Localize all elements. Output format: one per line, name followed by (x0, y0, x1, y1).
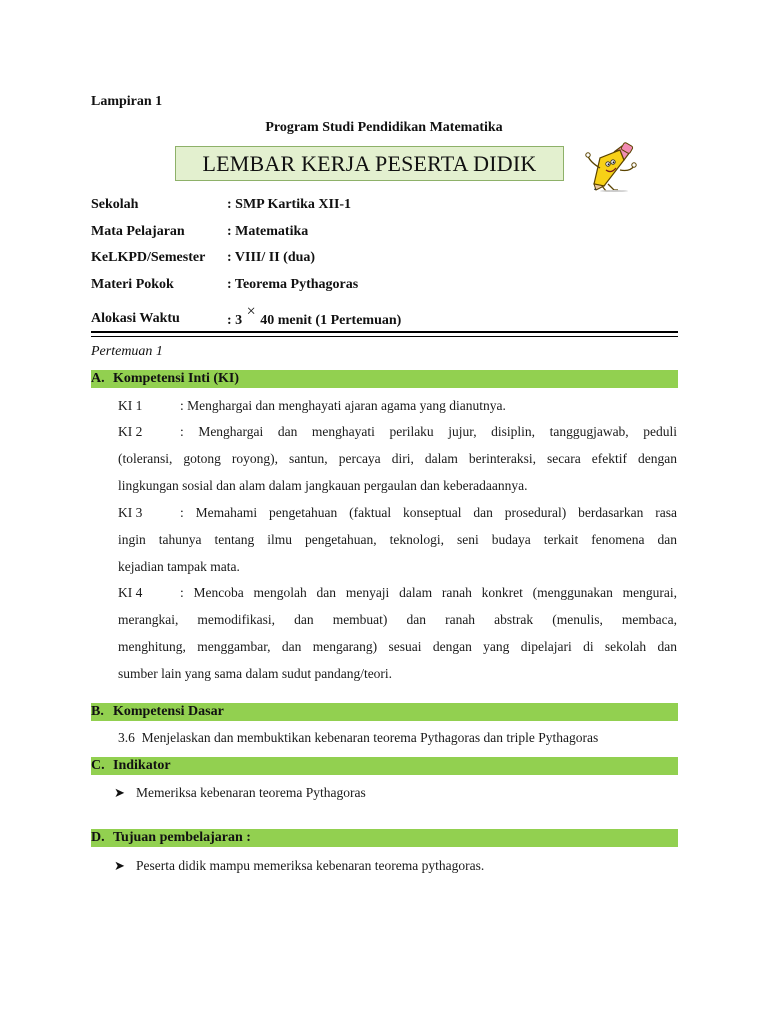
section-a-header: A. Kompetensi Inti (KI) (91, 370, 678, 388)
info-materi-pokok (91, 277, 691, 297)
ki3-line: ingin tahunya tentang ilmu pengetahuan, teknologi, seni budaya terkait fenomena dan (118, 532, 677, 547)
ki4-label: KI 4 (118, 585, 143, 600)
info-label: Materi Pokok (91, 277, 174, 292)
info-value: : Matematika (227, 224, 309, 239)
info-label: KeLKPD/Semester (91, 250, 206, 265)
info-value: : 3 × 40 menit (1 Pertemuan) (227, 303, 402, 328)
ki1-text: : Menghargai dan menghayati ajaran agama yang dianutnya. (180, 398, 506, 413)
ki2-label: KI 2 (118, 424, 143, 439)
info-sekolah (91, 197, 691, 217)
lampiran-label: Lampiran 1 (91, 94, 163, 109)
pencil-mascot-icon (580, 140, 640, 192)
info-label: Sekolah (91, 197, 139, 212)
ki3-label: KI 3 (118, 505, 143, 520)
bullet-arrow-icon: ➤ (114, 858, 125, 873)
ki4-line: merangkai, memodifikasi, dan membuat) dan ranah abstrak (menulis, membaca, (118, 612, 677, 627)
section-d-header: D. Tujuan pembelajaran : (91, 829, 678, 847)
pertemuan-label: Pertemuan 1 (91, 344, 163, 359)
indikator-item: Memeriksa kebenaran teorema Pythagoras (136, 785, 366, 800)
ki1-label: KI 1 (118, 398, 143, 413)
section-b-header: B. Kompetensi Dasar (91, 703, 678, 721)
bullet-arrow-icon: ➤ (114, 785, 125, 800)
info-value: : VIII/ II (dua) (227, 250, 316, 265)
header-divider-thin (91, 336, 678, 337)
info-alokasi-waktu (91, 303, 691, 331)
worksheet-title-box (175, 146, 564, 181)
section-c-header: C. Indikator (91, 757, 678, 775)
info-value: : Teorema Pythagoras (227, 277, 359, 292)
ki3-line: : Memahami pengetahuan (faktual konseptual dan prosedural) berdasarkan rasa (180, 505, 677, 520)
ki3-line: kejadian tampak mata. (118, 559, 240, 574)
ki4-line: menghitung, menggambar, dan mengarang) sesuai dengan yang dipelajari di sekolah dan (118, 639, 677, 654)
header-divider-thick (91, 331, 678, 333)
kompetensi-dasar-text: 3.6 Menjelaskan dan membuktikan kebenaran teorema Pythagoras dan triple Pythagoras (118, 730, 599, 745)
info-label: Mata Pelajaran (91, 224, 185, 239)
times-symbol: × (246, 303, 256, 320)
program-title: Program Studi Pendidikan Matematika (265, 120, 503, 135)
ki4-line: sumber lain yang sama dalam sudut pandang/teori. (118, 666, 393, 681)
ki2-line: : Menghargai dan menghayati perilaku jujur, disiplin, tanggugjawab, peduli (180, 424, 677, 439)
info-mata-pelajaran (91, 224, 691, 244)
info-value: : SMP Kartika XII-1 (227, 197, 352, 212)
worksheet-title: LEMBAR KERJA PESERTA DIDIK (202, 150, 537, 176)
ki2-line: lingkungan sosial dan alam dalam jangkauan pergaulan dan keberadaannya. (118, 478, 528, 493)
ki2-line: (toleransi, gotong royong), santun, percaya diri, dalam berinteraksi, secara efektif dengan (118, 451, 677, 466)
info-label: Alokasi Waktu (91, 311, 180, 326)
tujuan-item: Peserta didik mampu memeriksa kebenaran teorema pythagoras. (136, 858, 485, 873)
ki4-line: : Mencoba mengolah dan menyaji dalam ranah konkret (menggunakan mengurai, (180, 585, 677, 600)
info-kelas-semester (91, 250, 691, 270)
